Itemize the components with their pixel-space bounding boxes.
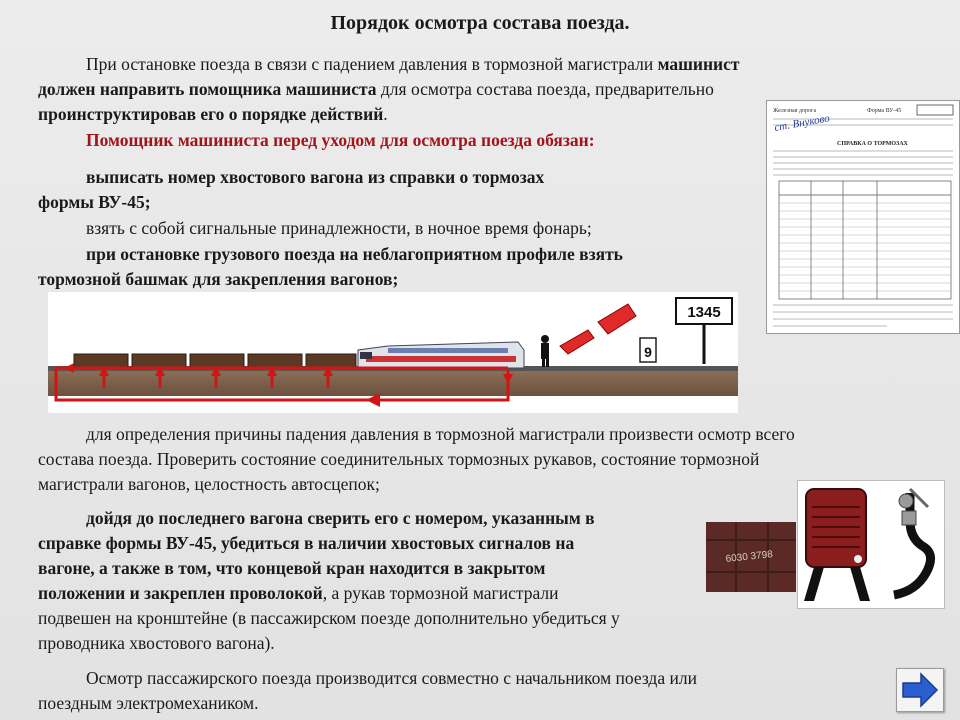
page-title: Порядок осмотра состава поезда.	[330, 12, 630, 34]
tail-line-6: проводника хвостового вагона).	[38, 633, 275, 653]
km-sign	[676, 298, 732, 364]
intro-text-2: для осмотра состава поезда, предварительно	[376, 79, 714, 99]
tail-closed-wire: положении и закреплен проволокой	[38, 583, 323, 603]
tail-wagon-drawing	[706, 522, 796, 592]
brake-shoe-icon	[560, 304, 636, 354]
duty-1-line-2: формы ВУ-45;	[38, 192, 151, 212]
intro-line-1	[86, 52, 740, 76]
freight-wagons	[74, 354, 356, 368]
check-line-3: магистрали вагонов, целостность автосцепок;	[38, 474, 380, 494]
intro-line-2	[38, 77, 714, 101]
wagon-number: 6030 3798	[725, 549, 774, 565]
tail-line-4	[38, 581, 559, 605]
intro-driver: машинист	[657, 54, 740, 74]
tail-signal-hose-image	[797, 480, 945, 609]
check-line-2: состава поезда. Проверить состояние соединительных тормозных рукавов, состояние тормозной	[38, 449, 760, 469]
form-header-left: Железная дорога	[773, 108, 817, 114]
brake-certificate-image	[766, 100, 960, 334]
tail-signal-lamp	[804, 489, 870, 601]
intro-assistant: должен направить помощника машиниста	[38, 79, 377, 99]
form-station: ст. Внуково	[773, 112, 831, 134]
intro-text: При остановке поезда в связи с падением давления в тормозной магистрали	[86, 54, 658, 74]
tail-hose-text: , а рукав тормозной магистрали	[322, 583, 559, 603]
form-code: Форма ВУ-45	[867, 108, 902, 114]
next-slide-button[interactable]	[896, 668, 944, 712]
brake-certificate-drawing	[767, 101, 959, 333]
duty-heading: Помощник машиниста перед уходом для осмотра поезда обязан:	[86, 130, 595, 150]
assistant-figure	[541, 335, 549, 367]
intro-line-3	[38, 102, 388, 126]
duty-3-line-1: при остановке грузового поезда на неблагоприятном профиле взять	[86, 244, 623, 264]
tail-line-3: вагоне, а также в том, что концевой кран находится в закрытом	[38, 558, 546, 578]
tail-line-5: подвешен на кронштейне (в пассажирском поезде дополнительно убедиться у	[38, 608, 620, 628]
train-inspection-diagram	[48, 292, 738, 413]
intro-instruct: проинструктировав его о порядке действий	[38, 104, 384, 124]
duty-2: взять с собой сигнальные принадлежности, в ночное время фонарь;	[86, 218, 592, 238]
check-line-1: для определения причины падения давления в тормозной магистрали произвести осмотр всего	[86, 424, 795, 444]
brake-hose	[894, 489, 931, 595]
picket-post	[640, 338, 656, 362]
locomotive	[358, 342, 524, 368]
train-diagram-svg	[48, 292, 738, 413]
duty-1-line-1: выписать номер хвостового вагона из справки о тормозах	[86, 167, 545, 187]
picket-number: 9	[644, 344, 652, 360]
tail-line-1: дойдя до последнего вагона сверить его с номером, указанным в	[86, 508, 595, 528]
intro-dot: .	[383, 104, 388, 124]
form-doc-title: СПРАВКА О ТОРМОЗАХ	[837, 141, 908, 147]
tail-wagon-photo	[706, 522, 796, 592]
km-number: 1345	[687, 304, 721, 321]
passenger-line-2: поездным электромехаником.	[38, 693, 259, 713]
tail-signal-hose-drawing	[798, 481, 944, 608]
next-arrow-icon	[897, 669, 943, 711]
passenger-line-1: Осмотр пассажирского поезда производится совместно с начальником поезда или	[86, 668, 697, 688]
track-ballast	[48, 370, 738, 396]
tail-line-2: справке формы ВУ-45, убедиться в наличии хвостовых сигналов на	[38, 533, 575, 553]
duty-3-line-2: тормозной башмак для закрепления вагонов;	[38, 269, 399, 289]
